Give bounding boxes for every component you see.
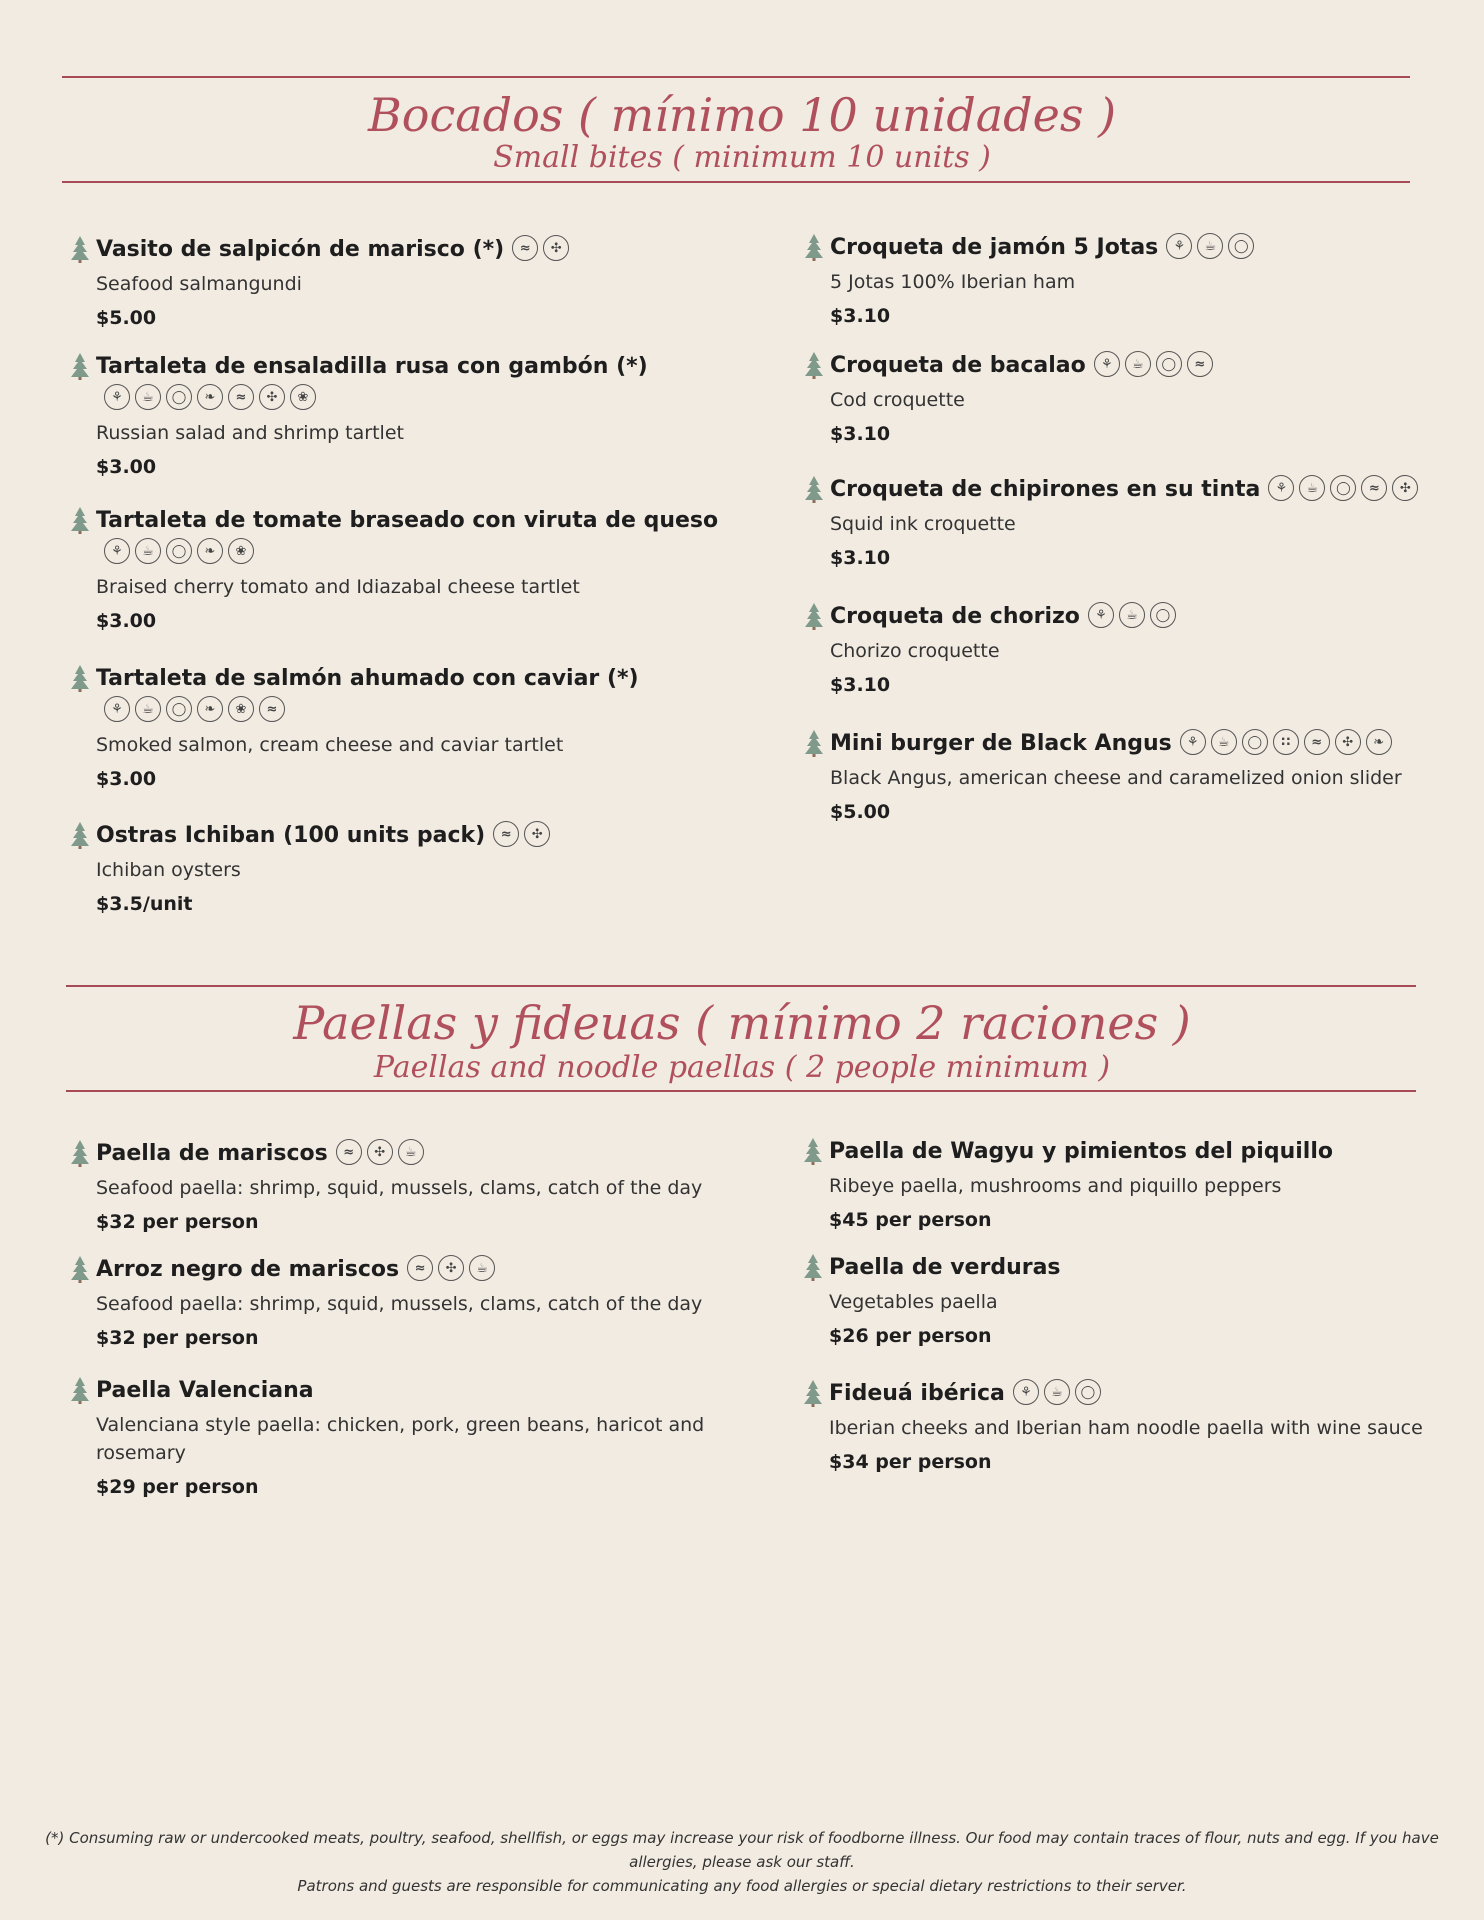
gluten-allergen-icon: ⚘ [104,538,130,564]
allergen-icons [493,821,550,847]
menu-item-price: $3.10 [830,547,891,569]
section1-title: Bocados ( mínimo 10 unidades ) [367,88,1117,142]
dairy-allergen-icon: ☕ [1125,351,1151,377]
section2-subtitle: Paellas and noodle paellas ( 2 people minimum ) [373,1050,1111,1085]
menu-item-name: Tartaleta de tomate braseado con viruta de queso [96,508,719,533]
menu-item-description: Iberian cheeks and Iberian ham noodle paella with wine sauce [829,1417,1423,1439]
gluten-allergen-icon: ⚘ [1180,729,1206,755]
tree-bullet-icon [70,1139,90,1167]
shellfish-allergen-icon: ✣ [524,821,550,847]
menu-item-price: $5.00 [96,307,157,329]
allergen-icons [1088,602,1176,628]
menu-item-header [96,351,736,415]
menu-item-header [96,1375,736,1407]
allergen-icons [1180,729,1392,755]
disclaimer-line-2: Patrons and guests are responsible for communicating any food allergies or special dietary restrictions to their server. [297,1877,1187,1895]
menu-item-header [830,601,1440,633]
menu-item-description: Russian salad and shrimp tartlet [96,422,404,444]
menu-item-name-row [829,1252,1061,1284]
menu-item-description: Vegetables paella [829,1291,998,1313]
fish-allergen-icon: ≈ [336,1139,362,1165]
menu-item-name: Tartaleta de salmón ahumado con caviar (*) [96,666,639,691]
allergen-icons [1094,351,1213,377]
menu-item-price: $3.00 [96,610,157,632]
menu-item [829,1136,1439,1234]
menu-item-price: $5.00 [830,801,891,823]
egg-allergen-icon: ◯ [1330,475,1356,501]
menu-item-name: Croqueta de jamón 5 Jotas [830,235,1159,260]
fish-allergen-icon: ≈ [493,821,519,847]
allergen-icons [104,538,254,564]
menu-item [96,351,736,481]
allergen-icons [104,696,285,722]
fish-allergen-icon: ≈ [1187,351,1213,377]
menu-item-name-row [96,234,569,266]
fish-allergen-icon: ≈ [1361,475,1387,501]
gluten-allergen-icon: ⚘ [104,384,130,410]
menu-item [96,1138,736,1236]
menu-item-name-row [96,820,550,852]
tree-bullet-icon [804,233,824,261]
dairy-allergen-icon: ☕ [1044,1379,1070,1405]
menu-item-name: Paella de verduras [829,1255,1061,1280]
menu-item-price: $29 per person [96,1476,259,1498]
egg-allergen-icon: ◯ [1242,729,1268,755]
allergen-icons [512,235,569,261]
dairy-allergen-icon: ☕ [1119,602,1145,628]
mustard-allergen-icon: ❧ [197,384,223,410]
dairy-allergen-icon: ☕ [135,696,161,722]
menu-item-description: Seafood paella: shrimp, squid, mussels, clams, catch of the day [96,1293,703,1315]
menu-item-name: Ostras Ichiban (100 units pack) [96,823,486,848]
menu-item-price: $3.10 [830,423,891,445]
menu-item-name: Arroz negro de mariscos [96,1257,400,1282]
menu-item-price: $32 per person [96,1211,259,1233]
disclaimer-line-1: (*) Consuming raw or undercooked meats, poultry, seafood, shellfish, or eggs may increase your risk of foodborne illness. Our food may contain traces of flour, nuts and egg. If you have allergies, please ask our staff. [45,1829,1439,1871]
menu-item-name-row [96,663,736,727]
menu-item-header [829,1136,1439,1168]
menu-item [830,601,1440,699]
menu-item [96,663,736,793]
menu-item-header [96,820,736,852]
menu-item-price: $32 per person [96,1327,259,1349]
fish-allergen-icon: ≈ [228,384,254,410]
menu-item-price: $3.10 [830,305,891,327]
menu-item [830,728,1440,826]
egg-allergen-icon: ◯ [166,538,192,564]
section1-bottom-rule [62,181,1410,183]
dairy-allergen-icon: ☕ [469,1255,495,1281]
menu-item [96,505,736,635]
shellfish-allergen-icon: ✣ [1335,729,1361,755]
menu-item-description: Ribeye paella, mushrooms and piquillo peppers [829,1175,1282,1197]
menu-item-header [96,1254,736,1286]
menu-item-price: $3.00 [96,768,157,790]
tree-bullet-icon [803,1379,823,1407]
shellfish-allergen-icon: ✣ [367,1139,393,1165]
section1-subtitle: Small bites ( minimum 10 units ) [493,140,991,175]
tree-bullet-icon [804,729,824,757]
mustard-allergen-icon: ❧ [1366,729,1392,755]
allergen-icons [104,384,316,410]
section2-title: Paellas y fideuas ( mínimo 2 raciones ) [293,996,1191,1050]
menu-item [830,232,1440,330]
shellfish-allergen-icon: ✣ [543,235,569,261]
fish-allergen-icon: ≈ [512,235,538,261]
menu-item-description: Squid ink croquette [830,513,1016,535]
gluten-allergen-icon: ⚘ [1013,1379,1039,1405]
allergen-icons [407,1255,495,1281]
menu-item-header [830,232,1440,264]
menu-item-description: Valenciana style paella: chicken, pork, green beans, haricot and rosemary [96,1414,705,1464]
menu-item-name-row [830,232,1254,264]
menu-item [96,820,736,918]
menu-item-name: Paella Valenciana [96,1378,314,1403]
tree-bullet-icon [804,475,824,503]
menu-item-header [830,474,1440,506]
egg-allergen-icon: ◯ [1075,1379,1101,1405]
menu-item-header [830,728,1440,760]
tree-bullet-icon [804,602,824,630]
menu-item-name: Fideuá ibérica [829,1381,1005,1406]
egg-allergen-icon: ◯ [1150,602,1176,628]
shellfish-allergen-icon: ✣ [259,384,285,410]
celery-allergen-icon: ❀ [228,696,254,722]
menu-item-description: Black Angus, american cheese and caramelized onion slider [830,767,1402,789]
menu-item-name: Paella de Wagyu y pimientos del piquillo [829,1139,1333,1164]
egg-allergen-icon: ◯ [166,696,192,722]
menu-item-name-row [830,350,1213,382]
allergen-icons [1166,233,1254,259]
tree-bullet-icon [70,821,90,849]
menu-item [830,474,1440,572]
gluten-allergen-icon: ⚘ [1094,351,1120,377]
menu-item-description: Seafood paella: shrimp, squid, mussels, clams, catch of the day [96,1177,703,1199]
menu-item-name: Paella de mariscos [96,1141,328,1166]
menu-item-price: $3.10 [830,674,891,696]
dairy-allergen-icon: ☕ [1299,475,1325,501]
dairy-allergen-icon: ☕ [398,1139,424,1165]
allergen-icons [1013,1379,1101,1405]
gluten-allergen-icon: ⚘ [1166,233,1192,259]
menu-item [830,350,1440,448]
menu-item [829,1378,1439,1476]
menu-item-name-row [96,1254,495,1286]
menu-item-name-row [96,351,736,415]
menu-item [96,234,736,332]
menu-item-description: Braised cherry tomato and Idiazabal cheese tartlet [96,576,580,598]
menu-item-price: $3.00 [96,456,157,478]
gluten-allergen-icon: ⚘ [1088,602,1114,628]
fish-allergen-icon: ≈ [1304,729,1330,755]
menu-item [96,1254,736,1352]
tree-bullet-icon [70,664,90,692]
menu-item-name: Mini burger de Black Angus [830,731,1172,756]
menu-item-description: Seafood salmangundi [96,273,302,295]
menu-item [96,1375,736,1501]
shellfish-allergen-icon: ✣ [1392,475,1418,501]
tree-bullet-icon [70,352,90,380]
menu-item-name-row [96,1375,314,1407]
menu-item-price: $3.5/unit [96,893,193,915]
menu-item-name-row [830,728,1392,760]
egg-allergen-icon: ◯ [1156,351,1182,377]
tree-bullet-icon [803,1137,823,1165]
menu-item-name-row [96,505,736,569]
fish-allergen-icon: ≈ [407,1255,433,1281]
menu-item-name-row [830,474,1418,506]
menu-item-description: Chorizo croquette [830,640,1000,662]
menu-item-description: Cod croquette [830,389,965,411]
menu-item-header [96,234,736,266]
menu-item-header [96,1138,736,1170]
tree-bullet-icon [804,351,824,379]
menu-item-header [829,1252,1439,1284]
tree-bullet-icon [70,235,90,263]
menu-item-name: Tartaleta de ensaladilla rusa con gambón (*) [96,354,648,379]
mustard-allergen-icon: ❧ [197,538,223,564]
menu-item-price: $34 per person [829,1451,992,1473]
menu-item-header [829,1378,1439,1410]
menu-item-name-row [829,1136,1333,1168]
section2-top-rule [66,985,1416,987]
menu-item-header [96,663,736,727]
menu-item-name-row [96,1138,424,1170]
dairy-allergen-icon: ☕ [1197,233,1223,259]
menu-item-header [830,350,1440,382]
mustard-allergen-icon: ❧ [197,696,223,722]
shellfish-allergen-icon: ✣ [438,1255,464,1281]
menu-item-name: Vasito de salpicón de marisco (*) [96,237,505,262]
celery-allergen-icon: ❀ [228,538,254,564]
menu-item-description: Smoked salmon, cream cheese and caviar tartlet [96,734,564,756]
allergy-disclaimer [0,1826,1484,1898]
egg-allergen-icon: ◯ [166,384,192,410]
menu-item [829,1252,1439,1350]
dairy-allergen-icon: ☕ [1211,729,1237,755]
fish-allergen-icon: ≈ [259,696,285,722]
dairy-allergen-icon: ☕ [135,538,161,564]
menu-item-name: Croqueta de bacalao [830,353,1086,378]
section2-bottom-rule [66,1090,1416,1092]
section1-top-rule [62,76,1410,78]
menu-item-name: Croqueta de chorizo [830,604,1080,629]
menu-item-name-row [829,1378,1101,1410]
tree-bullet-icon [70,506,90,534]
menu-item-description: Ichiban oysters [96,859,241,881]
allergen-icons [1268,475,1418,501]
gluten-allergen-icon: ⚘ [104,696,130,722]
allergen-icons [336,1139,424,1165]
egg-allergen-icon: ◯ [1228,233,1254,259]
tree-bullet-icon [70,1255,90,1283]
tree-bullet-icon [803,1253,823,1281]
menu-item-name-row [830,601,1176,633]
menu-item-name: Croqueta de chipirones en su tinta [830,477,1261,502]
celery-allergen-icon: ❀ [290,384,316,410]
tree-bullet-icon [70,1376,90,1404]
gluten-allergen-icon: ⚘ [1268,475,1294,501]
dairy-allergen-icon: ☕ [135,384,161,410]
sesame-allergen-icon: ∷ [1273,729,1299,755]
menu-item-description: 5 Jotas 100% Iberian ham [830,271,1076,293]
menu-item-header [96,505,736,569]
menu-item-price: $45 per person [829,1209,992,1231]
menu-item-price: $26 per person [829,1325,992,1347]
